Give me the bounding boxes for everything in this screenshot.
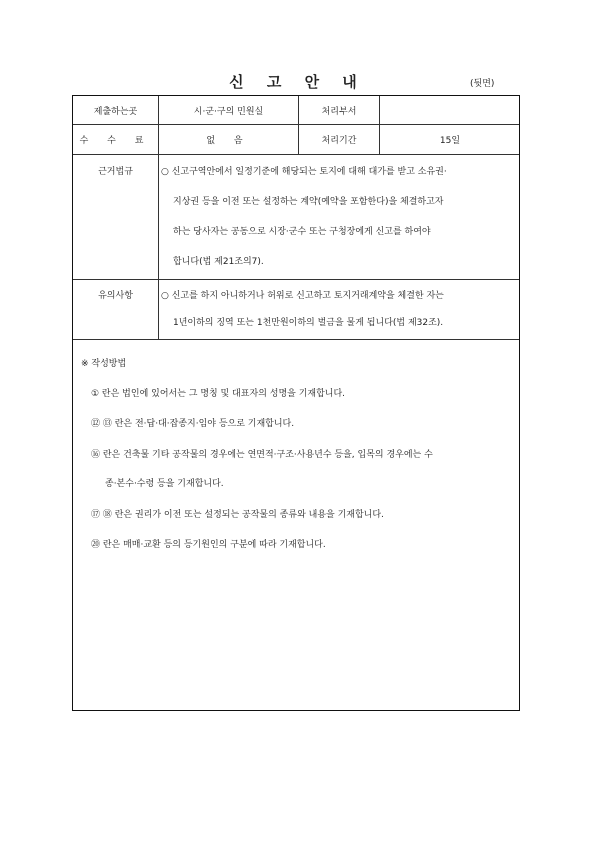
notice-label: 유의사항 [98,290,133,301]
back-side-label: (뒷면) [470,79,495,89]
row-divider [73,279,519,280]
fee-label: 수 수 료 [79,136,152,146]
guide-form [72,95,520,711]
row-divider [73,154,519,155]
row-divider [73,339,519,340]
legal-basis-line: 하는 당사자는 공동으로 시장·군수 또는 구청장에게 신고를 하여야 [173,227,431,237]
writing-method-item: ⑯ 란은 건축물 기타 공작물의 경우에는 연면적·구조·사용년수 등을, 입목의 경우에는 수 [91,450,433,460]
fee-value: 없 음 [206,136,251,146]
processing-period-value: 15일 [439,136,461,146]
submit-place-value: 시·군·구의 민원실 [193,106,264,117]
writing-method-item: 종·본수·수령 등을 기재합니다. [105,479,224,489]
processing-period-label: 처리기간 [321,136,357,146]
writing-method-item: ① 란은 법인에 있어서는 그 명칭 및 대표자의 성명을 기재합니다. [91,389,346,399]
notice-line: ○ 신고를 하지 아니하거나 허위로 신고하고 토지거래계약을 체결한 자는 [161,291,444,301]
submit-place-label: 제출하는곳 [93,106,138,117]
legal-basis-line: 합니다(법 제21조의7). [173,257,264,267]
writing-method-heading: ※ 작성방법 [81,359,127,369]
legal-basis-label: 근거법규 [98,166,133,177]
legal-basis-line: 지상권 등을 이전 또는 설정하는 계약(예약을 포함한다)을 체결하고자 [173,197,444,207]
page-title: 신 고 안 내 [229,73,366,91]
legal-basis-line: ○ 신고구역안에서 일정기준에 해당되는 토지에 대해 대가를 받고 소유권· [161,167,447,177]
writing-method-item: ⑫ ⑬ 란은 전·답·대·잡종지·임야 등으로 기재합니다. [91,419,295,429]
writing-method-item: ⑰ ⑱ 란은 권리가 이전 또는 설정되는 공작물의 종류와 내용을 기재합니다. [91,510,384,520]
notice-line: 1년이하의 징역 또는 1천만원이하의 벌금을 물게 됩니다(법 제32조). [173,318,444,328]
department-label: 처리부서 [321,106,357,117]
department-value [380,96,520,124]
writing-method-item: ⑳ 란은 매매·교환 등의 등기원인의 구분에 따라 기재합니다. [91,540,326,550]
